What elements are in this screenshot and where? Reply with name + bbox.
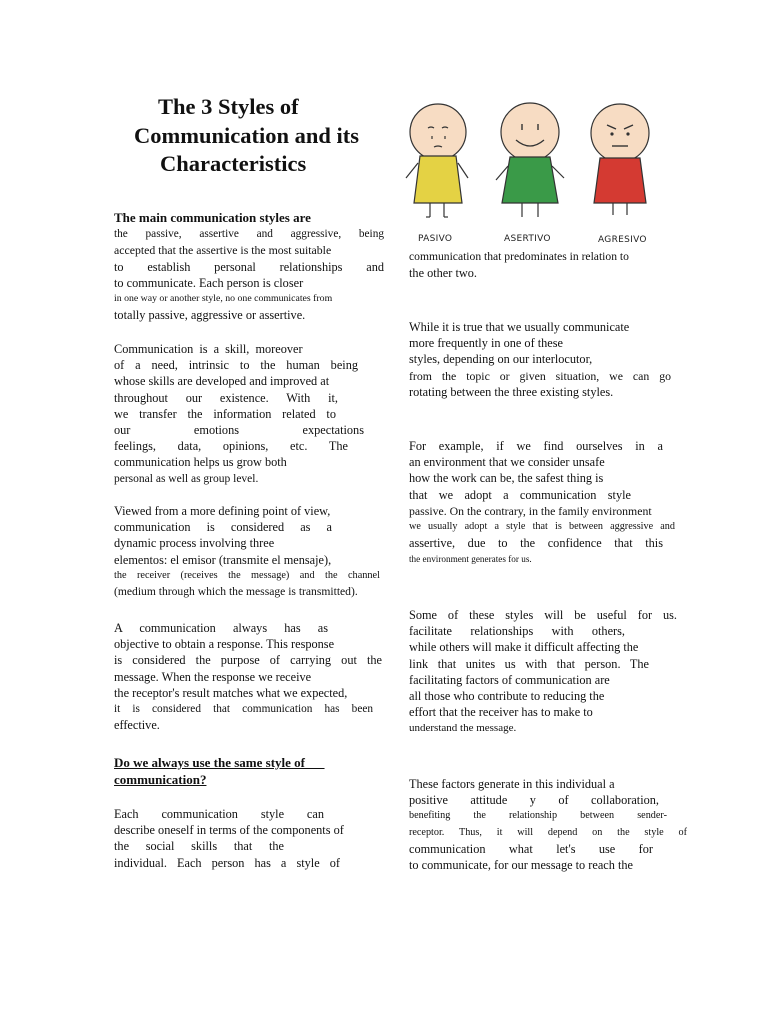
text-line: assertive, due to the confidence that this [409, 536, 663, 551]
text-line: while others will make it difficult affecting the [409, 640, 639, 655]
paragraph-defining [114, 503, 384, 600]
text-line: facilitating factors of communication are [409, 672, 610, 687]
title-line: The 3 Styles of [158, 94, 299, 119]
text-line: in one way or another style, no one communicates from [114, 293, 333, 305]
text-line: (medium through which the message is transmitted). [114, 585, 358, 599]
characters-illustration [398, 100, 673, 250]
text-line: to communicate. Each person is closer [114, 275, 304, 290]
heading-text: communication [114, 772, 200, 787]
text-line: whose skills are developed and improved at [114, 374, 330, 389]
paragraph-rotating [409, 319, 687, 400]
text-line: objective to obtain a response. This response [114, 637, 335, 652]
passive-character-icon [406, 104, 468, 217]
text-line: Some of these styles will be useful for us. [409, 608, 677, 622]
text-line: feelings, data, opinions, etc. The [114, 439, 348, 454]
assertive-label: ASERTIVO [504, 234, 551, 244]
aggressive-character-icon [591, 104, 649, 215]
text-line: Communication is a skill, moreover [114, 342, 303, 356]
heading-line [114, 754, 384, 771]
paragraph-useful-styles [409, 607, 687, 737]
text-line: how the work can be, the safest thing is [409, 471, 604, 486]
text-line: we transfer the information related to [114, 406, 336, 421]
text-line: to establish personal relationships and [114, 259, 384, 274]
text-line: describe oneself in terms of the components of [114, 823, 344, 838]
text-line: communication is considered as a [114, 520, 332, 535]
text-line: to communicate, for our message to reach the [409, 858, 633, 873]
text-line: dynamic process involving three [114, 536, 275, 551]
passive-label: PASIVO [418, 234, 453, 244]
text-line: an environment that we consider unsafe [409, 455, 605, 470]
text-line: understand the message. [409, 722, 517, 735]
text-line: benefiting the relationship between sender- [409, 810, 667, 822]
paragraph-main-styles [114, 210, 384, 323]
text-line: effective. [114, 718, 160, 733]
text-line: the receptor's result matches what we expected, [114, 685, 348, 700]
title-line: Communication and its [134, 122, 360, 148]
text-line: the receiver (receives the message) and the channel [114, 569, 380, 581]
paragraph-skill [114, 341, 384, 487]
text-line: the social skills that the [114, 839, 284, 854]
text-line: passive. On the contrary, in the family environment [409, 503, 652, 518]
text-line: the environment generates for us. [409, 554, 532, 565]
text-line: communication helps us grow both [114, 455, 287, 470]
text-line: of a need, intrinsic to the human being [114, 358, 358, 373]
text-line: While it is true that we usually communicate [409, 320, 630, 334]
text-line: that we adopt a communication style [409, 487, 631, 502]
text-line: personal as well as group level. [114, 472, 259, 485]
text-line: individual. Each person has a style of [114, 855, 340, 870]
text-line: A communication always has as [114, 621, 328, 635]
text-line: the passive, assertive and aggressive, being [114, 228, 384, 241]
section-heading [114, 754, 384, 788]
text-line: Viewed from a more defining point of view, [114, 504, 331, 518]
text-line: Each communication style can [114, 807, 324, 821]
text-line: communication what let's use for [409, 841, 653, 856]
heading-text: Do we always use the same style of [114, 755, 306, 770]
text-line: elementos: el emisor (transmite el mensaje), [114, 552, 332, 567]
text-line: we usually adopt a style that is between aggressive and [409, 521, 675, 533]
paragraph-each-style [114, 806, 384, 871]
text-line: facilitate relationships with others, [409, 624, 625, 639]
paragraph-factors [409, 776, 687, 873]
text-line: link that unites us with that person. The [409, 656, 649, 671]
paragraph-objective [114, 620, 384, 733]
heading-line [114, 771, 384, 788]
communication-styles-figure [398, 100, 673, 250]
text-line: our emotions expectations [114, 423, 364, 438]
heading-question-mark: ? [199, 772, 207, 787]
text-line: all those who contribute to reducing the [409, 689, 605, 704]
paragraph-example [409, 438, 687, 568]
text-line: the other two. [409, 266, 477, 281]
text-line: positive attitude y of collaboration, [409, 793, 659, 808]
text-line: totally passive, aggressive or assertive. [114, 308, 306, 323]
text-line: more frequently in one of these [409, 336, 563, 351]
text-line: message. When the response we receive [114, 669, 312, 684]
assertive-character-icon [496, 103, 564, 217]
text-line: it is considered that communication has been [114, 703, 373, 716]
text-line: receptor. Thus, it will depend on the style of [409, 826, 687, 838]
text-line: rotating between the three existing styles. [409, 384, 614, 399]
page-title [118, 93, 408, 179]
paragraph-lead: The main communication styles are [114, 210, 311, 225]
text-line: from the topic or given situation, we can go [409, 368, 671, 383]
text-line: styles, depending on our interlocutor, [409, 352, 593, 367]
text-line: These factors generate in this individual a [409, 777, 615, 791]
text-line: is considered the purpose of carrying out the [114, 653, 382, 668]
text-line: effort that the receiver has to make to [409, 705, 593, 720]
paragraph-predominates [409, 249, 687, 281]
title-line: Characteristics [160, 151, 307, 176]
text-line: communication that predominates in relation to [409, 250, 629, 263]
text-line: throughout our existence. With it, [114, 390, 338, 405]
text-line: For example, if we find ourselves in a [409, 439, 663, 453]
text-line: accepted that the assertive is the most suitable [114, 243, 332, 258]
aggressive-label: AGRESIVO [598, 235, 647, 245]
